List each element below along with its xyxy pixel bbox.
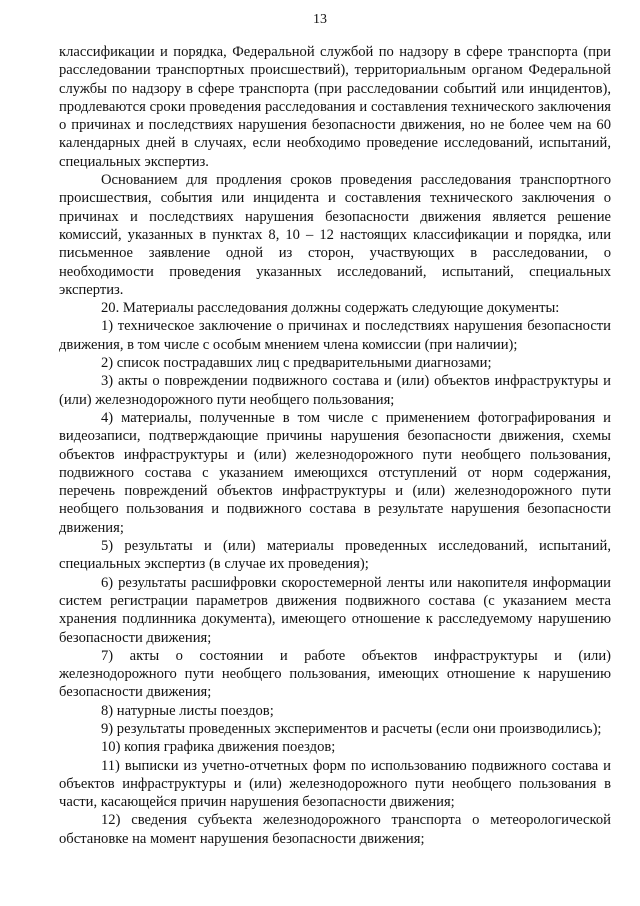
paragraph: 11) выписки из учетно-отчетных форм по использованию подвижного состава и объектов инфраструктуры и (или) железнодорожного пути необщего пользования в части, касающейся причин нарушения безопасности движения;	[59, 757, 611, 811]
paragraph: 10) копия графика движения поездов;	[101, 739, 336, 756]
page-number: 13	[313, 12, 327, 27]
paragraph: 9) результаты проведенных экспериментов и расчеты (если они производились);	[101, 720, 602, 737]
paragraph: 20. Материалы расследования должны содержать следующие документы:	[101, 300, 560, 317]
document-body	[59, 43, 611, 848]
paragraph: классификации и порядка, Федеральной службой по надзору в сфере транспорта (при расследовании транспортных происшествий), территориальным органом Федеральной службы по надзору в сфере транспорта (при расследовании событий или инцидентов), продлеваются сроки проведения расследования и составления технического заключения о причинах и последствиях нарушения безопасности движения, но не более чем на 60 календарных дней в случаях, если необходимо проведение исследований, испытаний, специальных экспертиз.	[59, 44, 611, 170]
paragraph: 6) результаты расшифровки скоростемерной ленты или накопителя информации систем регистрации параметров движения подвижного состава (с указанием места хранения подлинника документа), имеющего отношение к расследуемому нарушению безопасности движения;	[59, 574, 611, 646]
paragraph: 7) акты о состоянии и работе объектов инфраструктуры и (или) железнодорожного пути необщего пользования, имеющих отношение к нарушению безопасности движения;	[59, 647, 611, 701]
paragraph: Основанием для продления сроков проведения расследования транспортного происшествия, события или инцидента и составления технического заключения о причинах и последствиях нарушения безопасности движения является решение комиссий, указанных в пунктах 8, 10 – 12 настоящих классификации и порядка, или письменное заявление одной из сторон, участвующих в расследовании, о необходимости проведения указанных исследований, испытаний, специальных экспертиз.	[59, 172, 611, 298]
paragraph: 12) сведения субъекта железнодорожного транспорта о метеорологической обстановке на момент нарушения безопасности движения;	[59, 812, 611, 847]
paragraph: 1) техническое заключение о причинах и последствиях нарушения безопасности движения, в том числе с особым мнением члена комиссии (при наличии);	[59, 318, 611, 353]
paragraph: 8) натурные листы поездов;	[101, 702, 274, 719]
paragraph: 3) акты о повреждении подвижного состава и (или) объектов инфраструктуры и (или) железнодорожного пути необщего пользования;	[59, 373, 611, 408]
paragraph: 2) список пострадавших лиц с предварительными диагнозами;	[101, 355, 492, 372]
paragraph: 4) материалы, полученные в том числе с применением фотографирования и видеозаписи, подтверждающие причины нарушения безопасности движения, схемы объектов инфраструктуры и (или) железнодорожного пути необщего пользования, подвижного состава с указанием имеющихся отступлений от норм содержания, перечень повреждений объектов инфраструктуры и (или) железнодорожного пути необщего пользования и подвижного состава в результате нарушения безопасности движения;	[59, 409, 611, 536]
paragraph: 5) результаты и (или) материалы проведенных исследований, испытаний, специальных экспертиз (в случае их проведения);	[59, 538, 611, 573]
